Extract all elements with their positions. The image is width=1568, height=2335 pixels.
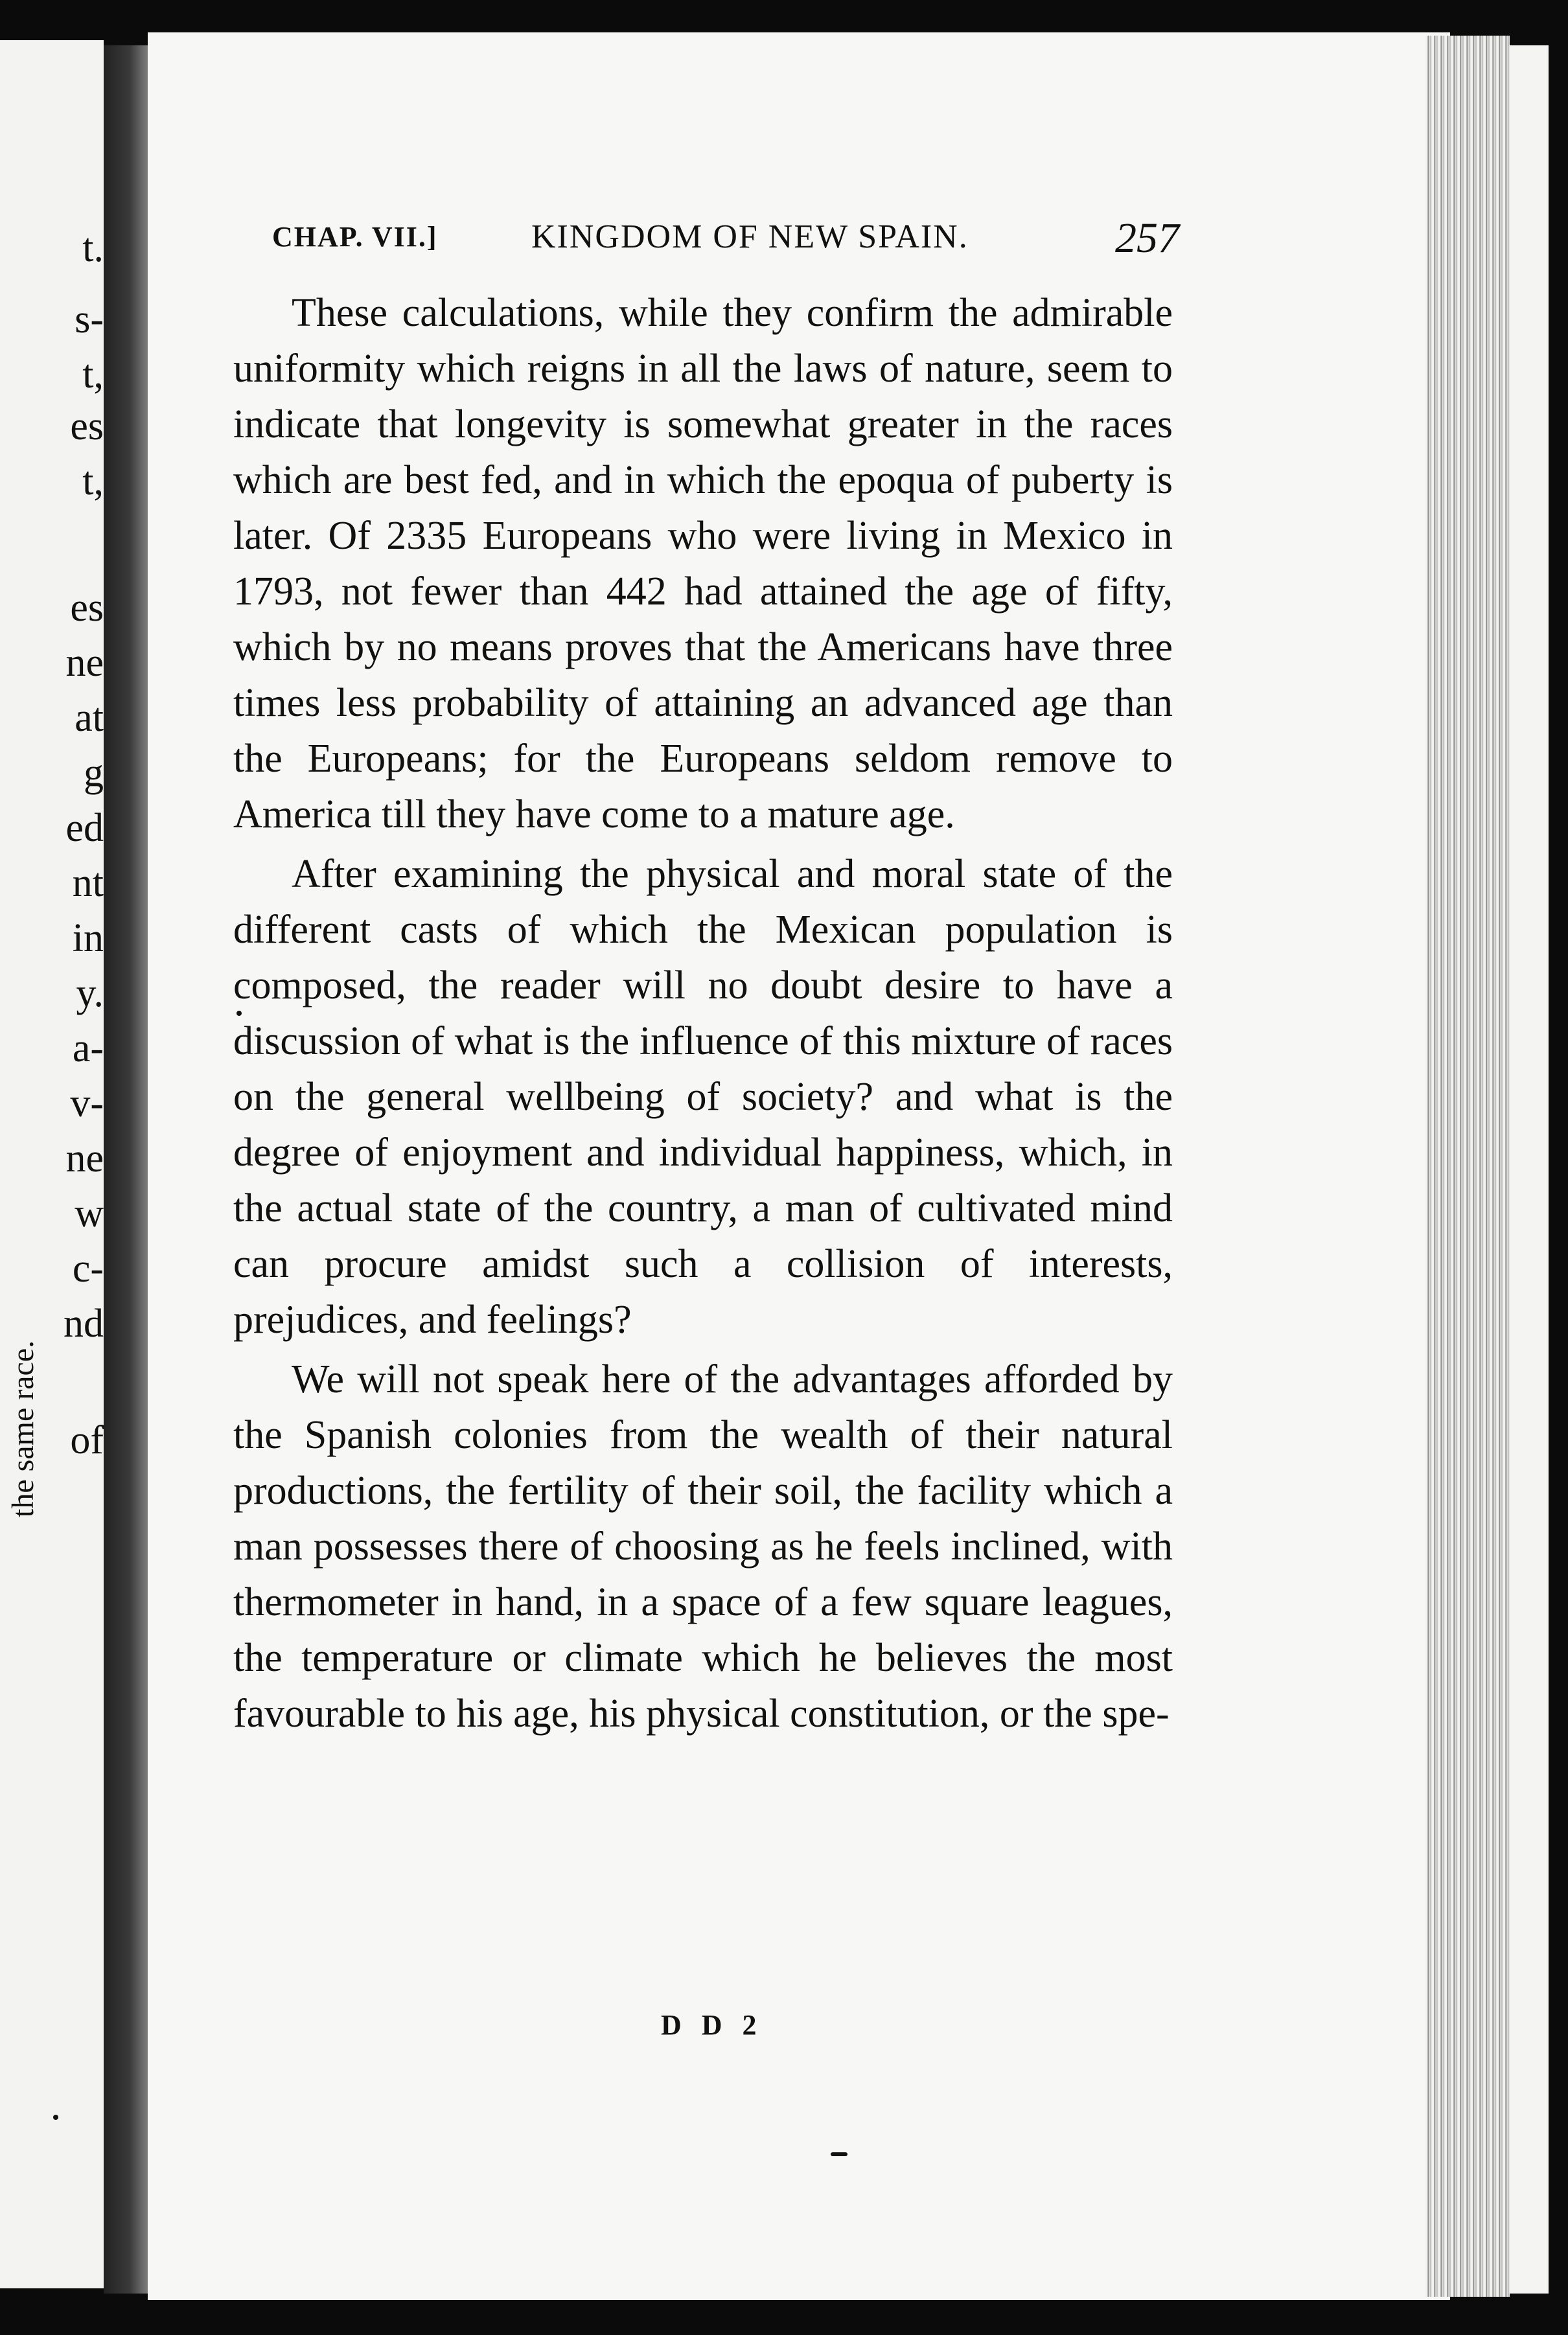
- line-end-fragment: es: [70, 586, 104, 630]
- ink-speck: [831, 2152, 847, 2156]
- body-text: [233, 285, 1173, 1745]
- line-end-fragment: ne: [65, 1136, 104, 1180]
- running-head: [272, 214, 1179, 266]
- chapter-label: CHAP. VII.]: [272, 221, 438, 253]
- signature-mark: D D 2: [661, 2009, 763, 2041]
- line-end-fragment: c-: [72, 1247, 104, 1291]
- line-end-fragment: v-: [70, 1081, 104, 1125]
- paragraph: We will not speak here of the advantages afforded by the Spanish colonies from the wealth of their natural productions, the fertility of their soil, the facility which a man possesses there of choosing as he feels inclined, with thermometer in hand, in a space of a few square leagues, the temperature or climate which he believes the most favourable to his age, his physical constitution, or the spe-: [233, 1357, 1173, 1736]
- page-edges: [1425, 36, 1510, 2297]
- facing-page: [0, 40, 104, 2288]
- line-end-fragment: a-: [72, 1026, 104, 1070]
- rotated-margin-note: the same race.: [6, 1340, 40, 1517]
- line-end-fragment: of: [70, 1418, 104, 1462]
- line-end-fragment: t,: [82, 459, 104, 503]
- line-end-fragment: at: [75, 696, 104, 740]
- line-end-fragment: nd: [63, 1302, 104, 1346]
- ink-speck: [236, 1011, 242, 1016]
- line-end-fragment: t.: [82, 226, 104, 270]
- paragraph: These calculations, while they confirm the admirable uniformity which reigns in all the laws of nature, seem to indicate that longevity is somewhat greater in the races which are best fed, and in which the epoqua of puberty is later. Of 2335 Europeans who were living in Mexico in 1793, not fewer than 442 had attained the age of fifty, which by no means proves that the Americans have three times less probability of attaining an advanced age than the Europeans; for the Europeans seldom remove to America till they have come to a mature age.: [233, 291, 1173, 836]
- paragraph: After examining the physical and moral state of the different casts of which the Mexican population is composed, the reader will no doubt desire to have a discussion of what is the influence of this mixture of races on the general wellbeing of society? and what is the degree of enjoyment and individual happiness, which, in the actual state of the country, a man of cultivated mind can procure amidst such a collision of interests, prejudices, and feelings?: [233, 852, 1173, 1342]
- line-end-fragment: in: [72, 916, 104, 960]
- page-number: 257: [1115, 214, 1179, 262]
- facing-page-line-ends: [0, 40, 104, 2288]
- line-end-fragment: w: [75, 1191, 104, 1236]
- line-end-fragment: t,: [82, 352, 104, 397]
- line-end-fragment: nt: [72, 861, 104, 905]
- line-end-fragment: s-: [75, 297, 104, 341]
- page-edge-outer: [1510, 45, 1549, 2294]
- line-end-fragment: es: [70, 404, 104, 448]
- line-end-fragment: ed: [65, 806, 104, 850]
- running-title: KINGDOM OF NEW SPAIN.: [531, 218, 969, 255]
- ink-speck: [53, 2115, 58, 2120]
- line-end-fragment: g: [84, 751, 104, 795]
- line-end-fragment: ne: [65, 641, 104, 685]
- line-end-fragment: y.: [76, 971, 104, 1015]
